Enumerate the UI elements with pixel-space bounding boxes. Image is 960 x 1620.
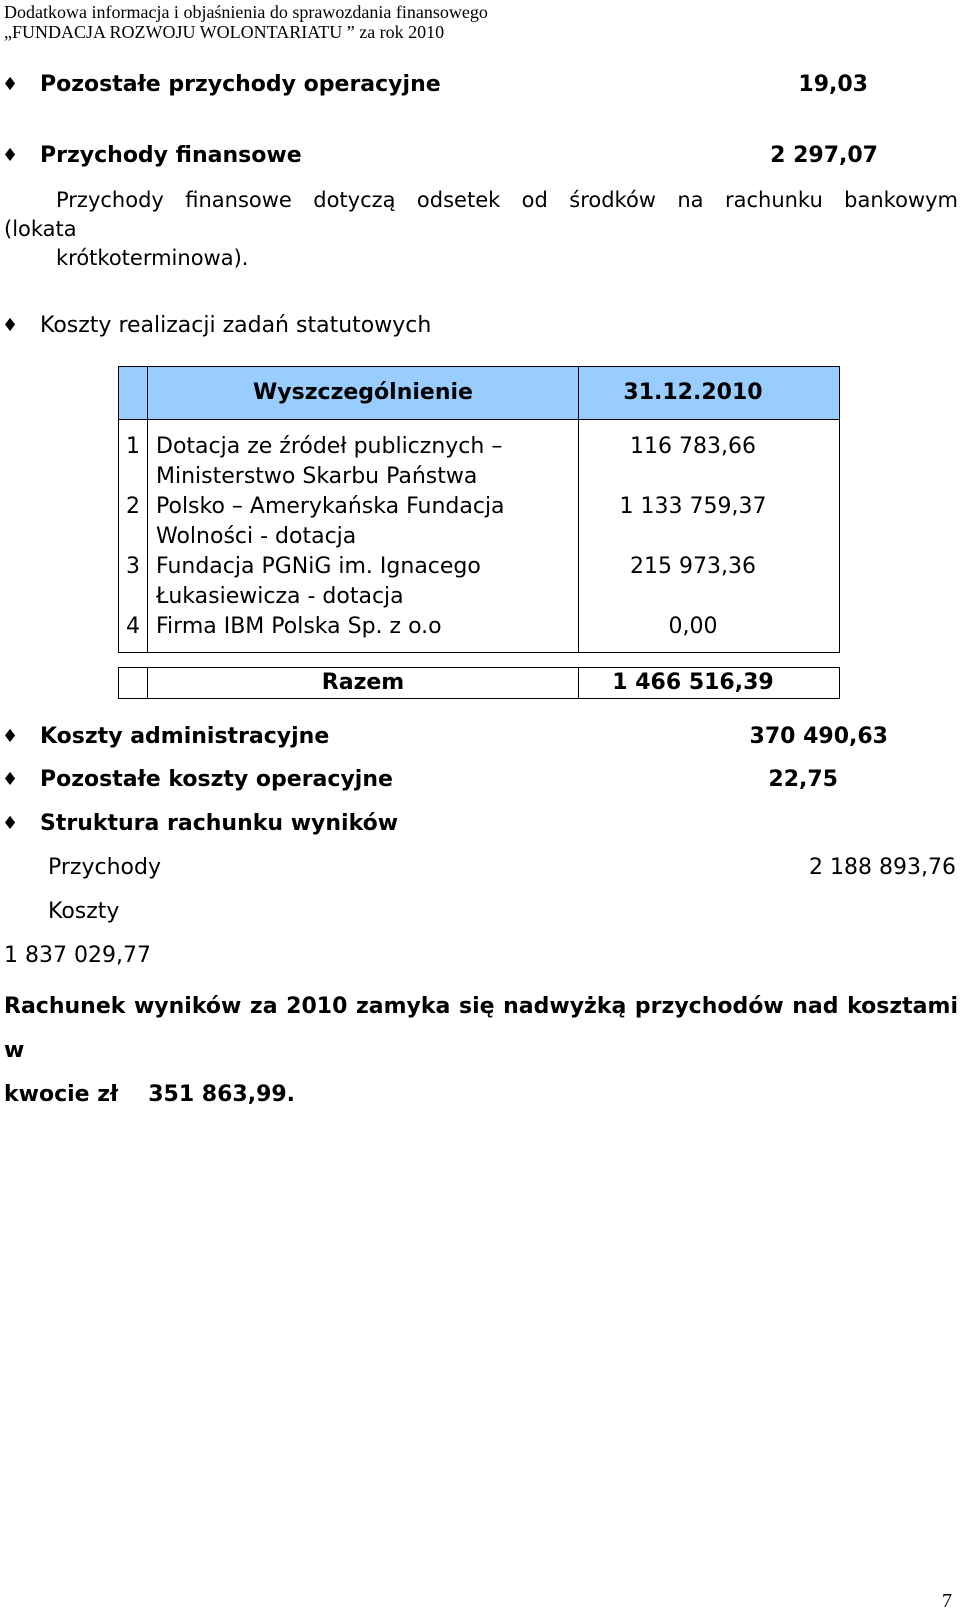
conclusion-paragraph (4, 985, 958, 1117)
admin-costs-value: 370 490,63 (749, 724, 888, 749)
row-number: 1 (119, 420, 148, 493)
row-number: 4 (119, 612, 148, 653)
table-header-date: 31.12.2010 (579, 367, 840, 420)
financial-income-label: Przychody finansowe (40, 143, 302, 168)
total-value: 1 466 516,39 (579, 668, 840, 699)
table-spacer (119, 653, 840, 668)
other-operating-costs-label: Pozostałe koszty operacyjne (40, 767, 393, 792)
financial-income-note (4, 186, 958, 273)
financial-income-note-line2: (lokata (4, 217, 77, 241)
other-operating-income-value: 19,03 (798, 72, 868, 97)
costs-value: 1 837 029,77 (4, 943, 151, 968)
table-row (119, 492, 840, 552)
table-header-description: Wyszczególnienie (148, 367, 579, 420)
table-header-row (119, 367, 840, 420)
row-value: 0,00 (579, 612, 840, 653)
conclusion-line2 (4, 1073, 958, 1117)
document-header-title: Dodatkowa informacja i objaśnienia do sprawozdania finansowego (4, 2, 488, 22)
statutory-costs-label: Koszty realizacji zadań statutowych (40, 313, 432, 338)
document-header-subtitle: „FUNDACJA ROZWOJU WOLONTARIATU ” za rok 2010 (4, 22, 445, 42)
row-value: 1 133 759,37 (579, 492, 840, 552)
result-structure-label: Struktura rachunku wyników (40, 811, 399, 836)
income-value: 2 188 893,76 (809, 855, 956, 880)
bullet-icon: ♦ (2, 813, 19, 834)
row-description: Firma IBM Polska Sp. z o.o (148, 612, 579, 653)
total-number-cell (119, 668, 148, 699)
other-operating-income-label: Pozostałe przychody operacyjne (40, 72, 441, 97)
financial-income-note-line1: Przychody finansowe dotyczą odsetek od środków na rachunku bankowym (56, 188, 958, 212)
row-number: 3 (119, 552, 148, 612)
bullet-icon: ♦ (2, 726, 19, 747)
bullet-icon: ♦ (2, 74, 19, 95)
table-header-number (119, 367, 148, 420)
costs-label: Koszty (48, 899, 120, 924)
conclusion-amount-prefix: kwocie zł (4, 1082, 119, 1107)
table-row (119, 420, 840, 493)
row-value: 116 783,66 (579, 420, 840, 493)
row-number: 2 (119, 492, 148, 552)
table-row (119, 612, 840, 653)
income-label: Przychody (48, 855, 161, 880)
table-row (119, 552, 840, 612)
conclusion-line1: Rachunek wyników za 2010 zamyka się nadwyżką przychodów nad kosztami w (4, 994, 958, 1063)
financial-income-note-line3: krótkoterminowa). (56, 246, 249, 270)
bullet-icon: ♦ (2, 769, 19, 790)
table-total-row (119, 668, 840, 699)
bullet-icon: ♦ (2, 315, 19, 336)
other-operating-costs-value: 22,75 (768, 767, 838, 792)
row-description: Dotacja ze źródeł publicznych – Ministerstwo Skarbu Państwa (148, 420, 579, 493)
financial-income-value: 2 297,07 (770, 143, 878, 168)
total-label: Razem (148, 668, 579, 699)
conclusion-amount: 351 863,99. (148, 1082, 296, 1107)
bullet-icon: ♦ (2, 145, 19, 166)
table-spacer-cell (119, 653, 840, 668)
row-description: Fundacja PGNiG im. Ignacego Łukasiewicza - dotacja (148, 552, 579, 612)
page-number: 7 (942, 1590, 952, 1612)
statutory-costs-table (118, 366, 840, 699)
row-description: Polsko – Amerykańska Fundacja Wolności - dotacja (148, 492, 579, 552)
admin-costs-label: Koszty administracyjne (40, 724, 330, 749)
row-value: 215 973,36 (579, 552, 840, 612)
